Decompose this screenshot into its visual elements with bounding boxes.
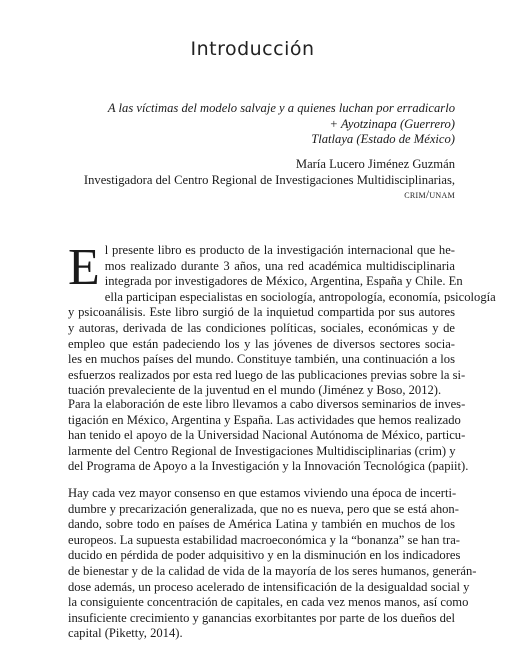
text-line: dumbre y precarización generalizada, que no es nueva, pero que se está ahon- [68, 501, 459, 516]
paragraph-3 [68, 486, 477, 642]
text-line: l presente libro es producto de la investigación internacional que he- [104, 243, 455, 257]
dedication-line: A las víctimas del modelo salvaje y a quienes luchan por erradicarlo [107, 101, 455, 115]
text-line: ella participan especialistas en sociología, antropología, economía, psicología [104, 289, 496, 304]
text-line: europeos. La supuesta estabilidad macroeconómica y la “bonanza” se han tra- [68, 532, 460, 547]
dedication-line: + Ayotzinapa (Guerrero) [329, 116, 455, 131]
author-institution: crim/unam [404, 189, 455, 201]
text-line: larmente del Centro Regional de Investigaciones Multidisciplinarias (crim) y [68, 443, 456, 458]
text-line: empleo que están padeciendo los y las jóvenes de diversos sectores socia- [68, 336, 455, 351]
dedication [95, 101, 455, 148]
text-line: tigación en México, Argentina y España. Las actividades que hemos realizado [68, 412, 461, 427]
text-line: han tenido el apoyo de la Universidad Nacional Autónoma de México, particu- [68, 428, 466, 443]
author-block [35, 157, 455, 204]
text-line: esfuerzos realizados por esta red luego de las publicaciones previas sobre la si- [68, 367, 466, 382]
text-line: ducido en pérdida de poder adquisitivo y en la disminución en los indicadores [68, 548, 461, 563]
drop-cap: E [68, 239, 100, 296]
text-line: integrada por investigadores de México, Argentina, España y Chile. En [104, 274, 463, 289]
text-line: les en muchos países del mundo. Constituye también, una continuación a los [68, 352, 455, 367]
text-line: capital (Piketty, 2014). [68, 626, 183, 641]
text-line: dose además, un proceso acelerado de intensificación de la desigualdad social y [68, 579, 470, 594]
text-line: mos realizado durante 3 años, una red académica multidisciplinaria [104, 258, 455, 273]
chapter-title: Introducción [190, 38, 315, 60]
text-line: y autoras, derivada de las condiciones políticas, sociales, económicas y de [68, 320, 455, 335]
text-line: Hay cada vez mayor consenso en que estamos viviendo una época de incerti- [68, 486, 457, 500]
text-line: insuficiente crecimiento y ganancias exorbitantes por parte de los dueños del [68, 610, 455, 625]
text-line: de bienestar y de la calidad de vida de la mayoría de los seres humanos, generán- [68, 563, 477, 578]
text-line: la consiguiente concentración de capitales, en cada vez menos manos, así como [68, 595, 469, 610]
dedication-line: Tlatlaya (Estado de México) [311, 132, 455, 146]
author-name: María Lucero Jiménez Guzmán [295, 157, 455, 171]
paragraph-1 [68, 239, 496, 399]
text-line: Para la elaboración de este libro llevamos a cabo diversos seminarios de inves- [68, 397, 466, 411]
text-line: tuación prevaleciente de la juventud en el mundo (Jiménez y Boso, 2012). [68, 383, 442, 398]
author-affiliation: Investigadora del Centro Regional de Investigaciones Multidisciplinarias, [83, 172, 455, 187]
paragraph-2 [68, 397, 469, 475]
text-line: y psicoanálisis. Este libro surgió de la inquietud compartida por sus autores [68, 305, 455, 320]
text-line: dando, sobre todo en países de América Latina y también en muchos de los [68, 517, 455, 532]
text-line: del Programa de Apoyo a la Investigación y la Innovación Tecnológica (papiit). [68, 459, 469, 474]
